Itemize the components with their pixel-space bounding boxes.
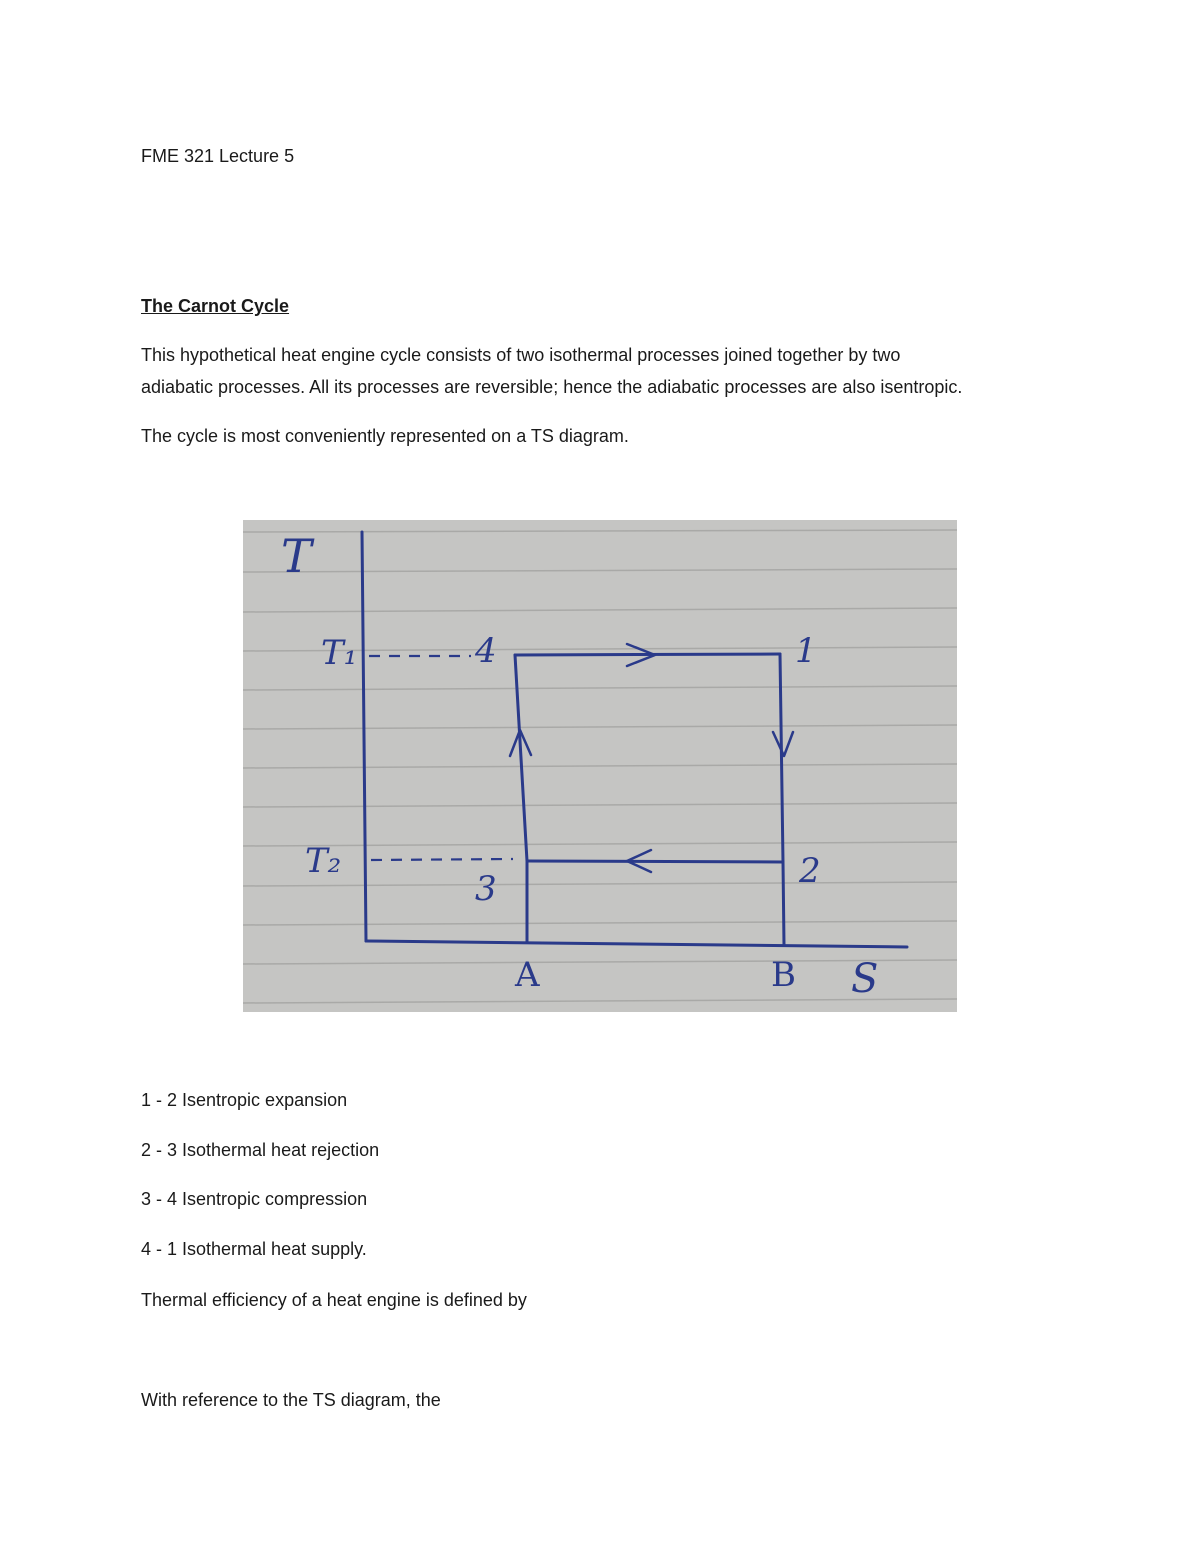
t2-dashed-guide [371,859,513,860]
process-step-2-3: 2 - 3 Isothermal heat rejection [141,1140,380,1160]
ts-diagram-photo [243,520,957,1012]
intro-paragraph-line-1: This hypothetical heat engine cycle consists of two isothermal processes joined together by two [141,345,901,365]
ruled-lines [243,530,957,1003]
ts-diagram-sketch [243,520,957,1012]
projection-b [783,862,784,945]
intro-paragraph-line-2: adiabatic processes. All its processes are reversible; hence the adiabatic processes are also isentropic. [141,377,963,397]
process-step-1-2: 1 - 2 Isentropic expansion [141,1090,348,1110]
process-step-4-1: 4 - 1 Isothermal heat supply. [141,1239,367,1259]
temp-guides [369,656,513,860]
cycle-path [515,654,784,945]
process-1-2-line [780,654,783,862]
direction-arrows [510,644,793,872]
label-t2: T₂ [305,841,342,881]
process-2-3-line [527,861,783,862]
process-4-1-line [515,654,780,655]
t-axis-line [362,532,366,941]
ts-reference-line: With reference to the TS diagram, the [141,1390,441,1410]
axis-label-t: T [281,529,312,583]
process-3-4-line [515,655,527,861]
ts-diagram-intro: The cycle is most conveniently represented on a TS diagram. [141,426,629,446]
point-2-label: 2 [799,851,821,891]
section-title: The Carnot Cycle [141,296,290,316]
process-step-3-4: 3 - 4 Isentropic compression [141,1189,368,1209]
arrow-down-icon [773,732,793,756]
point-1-label: 1 [795,631,817,671]
axis-label-s: S [851,956,879,1002]
entropy-a-label: A [515,955,540,995]
s-axis-line [366,941,907,947]
point-3-label: 3 [475,869,497,909]
label-t1: T₁ [321,633,358,673]
lecture-header: FME 321 Lecture 5 [141,146,295,166]
entropy-b-label: B [771,955,796,995]
point-4-label: 4 [475,631,497,671]
efficiency-definition: Thermal efficiency of a heat engine is defined by [141,1290,527,1310]
